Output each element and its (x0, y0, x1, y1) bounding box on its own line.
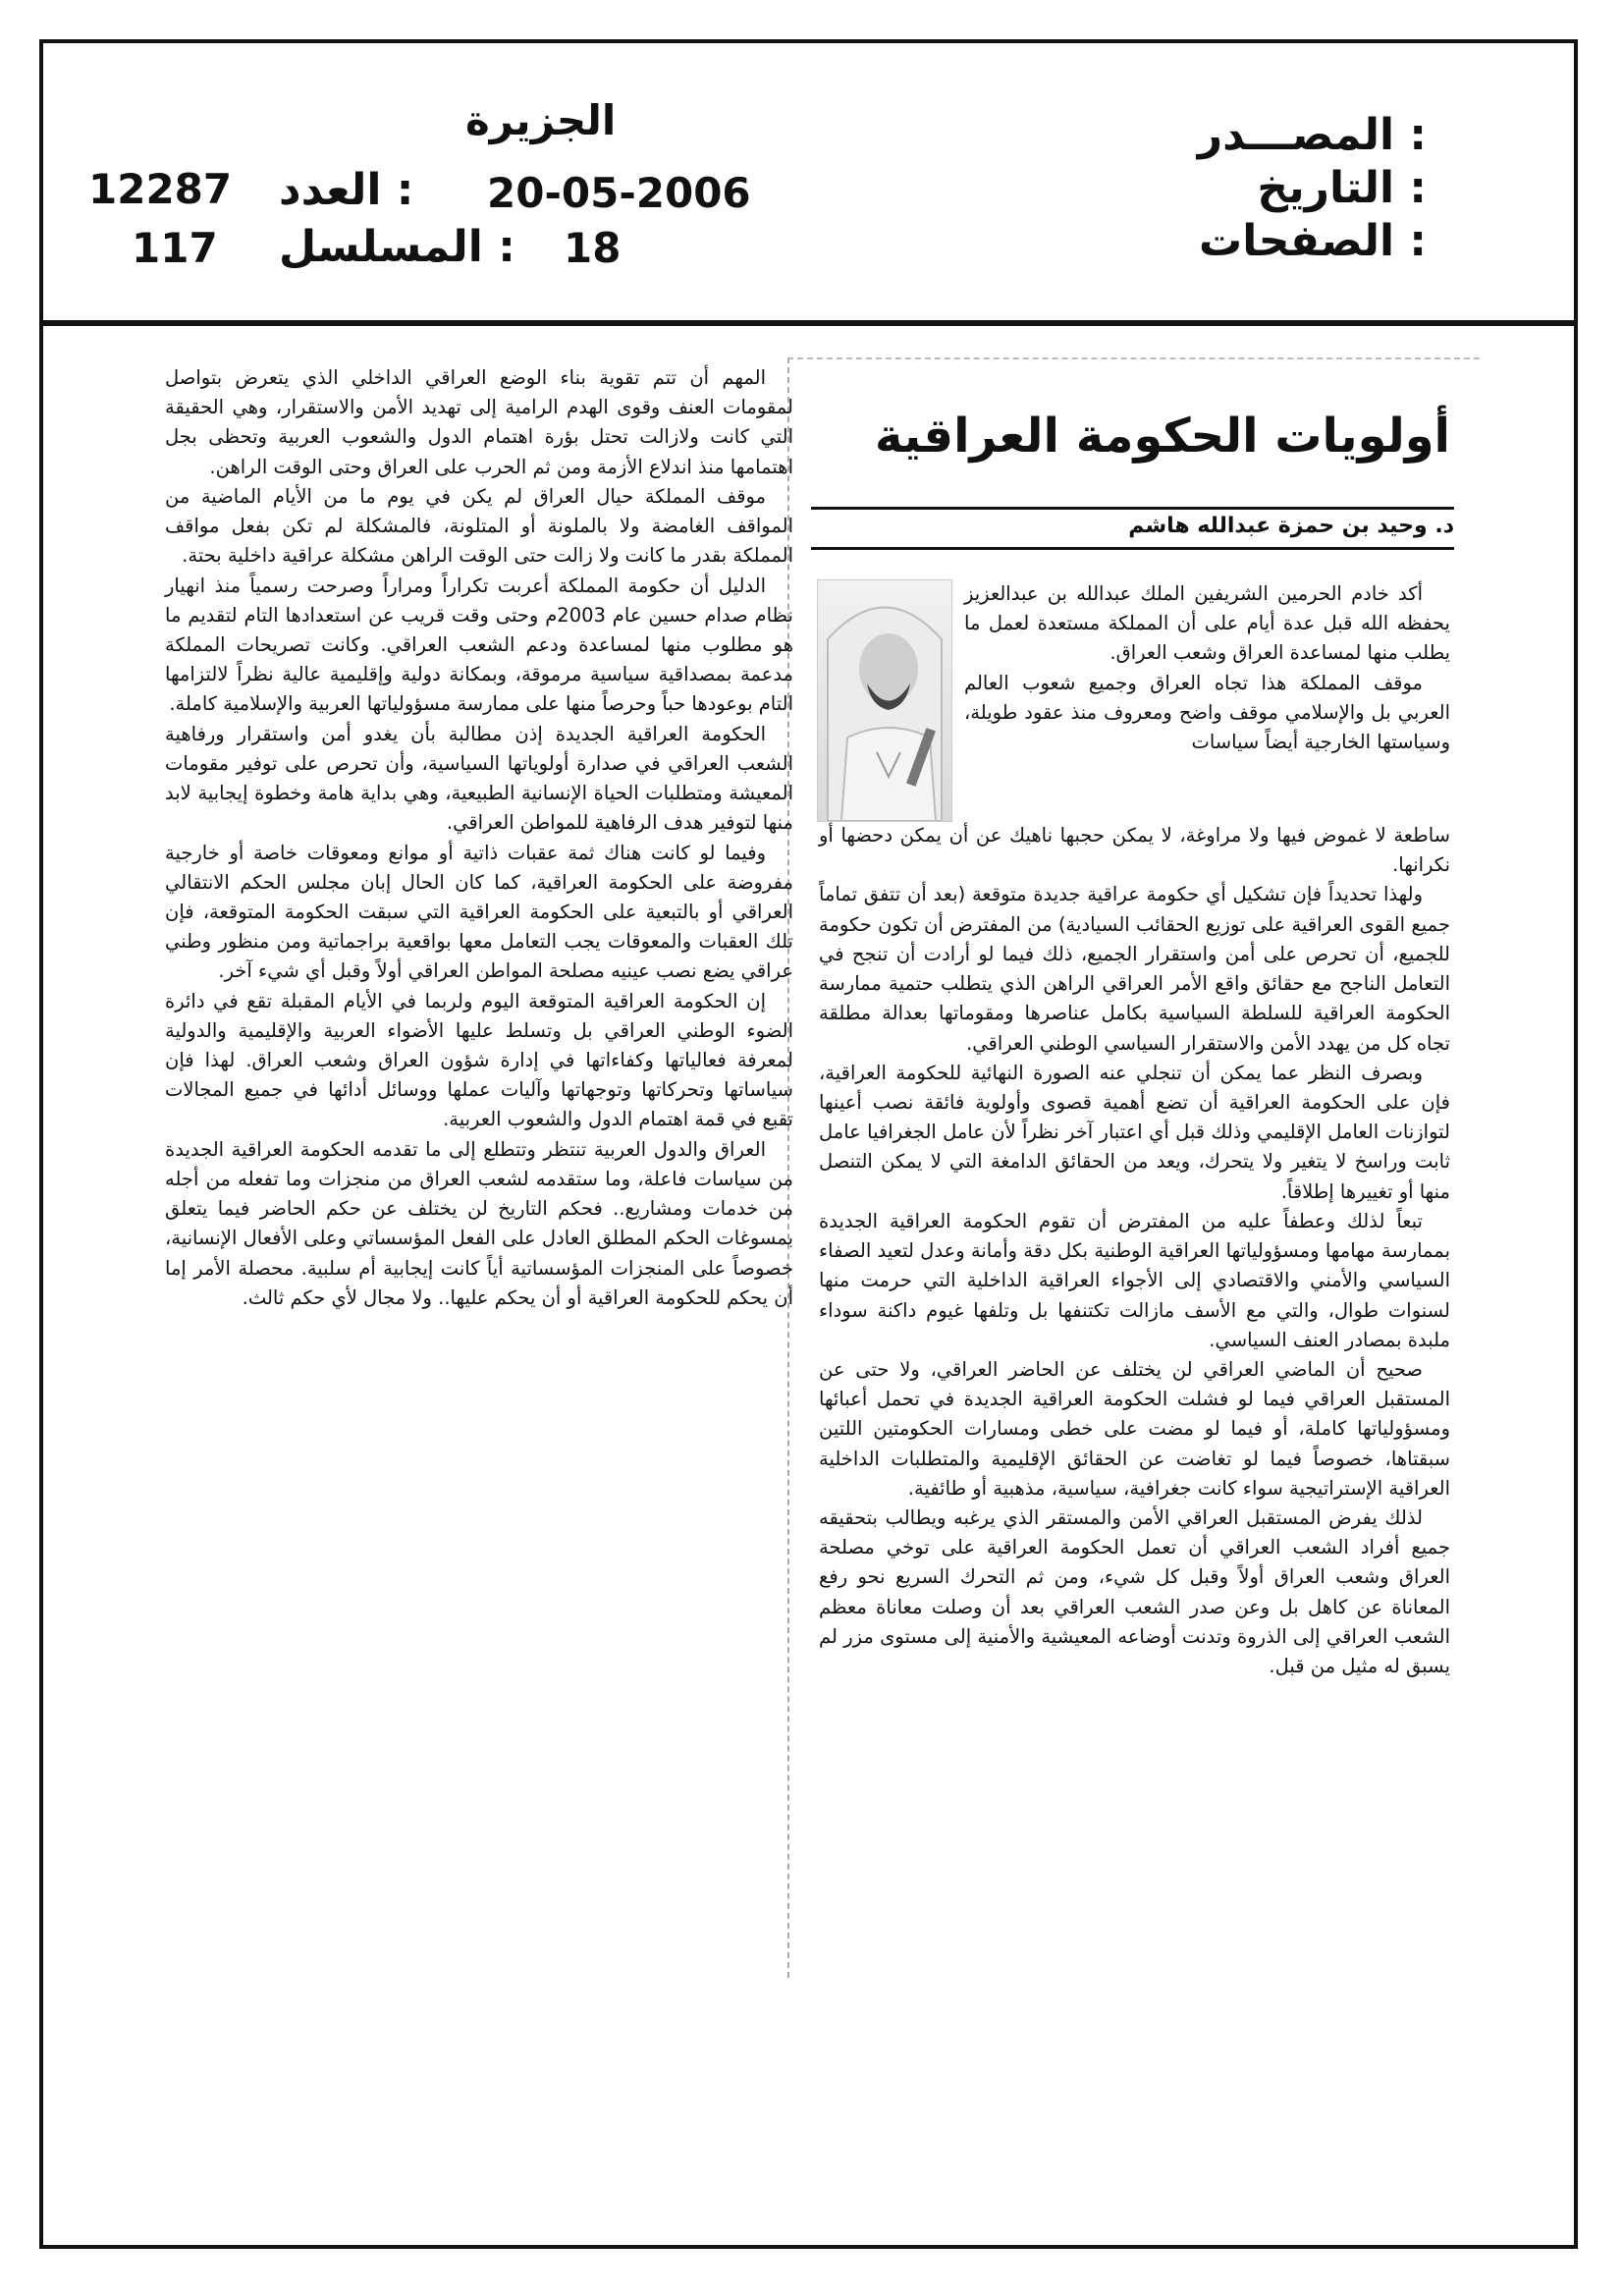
article-intro-wrap (964, 579, 1450, 757)
header (43, 43, 1574, 324)
date-label: التاريخ : (1257, 163, 1427, 213)
date-value: 20-05-2006 (487, 169, 751, 217)
paragraph: إن الحكومة العراقية المتوقعة اليوم ولربما في الأيام المقبلة تقع في دائرة الضوء الوطني العراقي بل وتسلط عليها الأضواء العربية والإقليمية والدولية لمعرفة فعالياتها وكفاءاتها في إدارة شؤون العراق وشعب العراق. لهذا فإن سياساتها وتحركاتها وتوجهاتها وآليات عملها ووسائل أدائها في جميع المجالات تقبع في قمة اهتمام الدول والشعوب العربية. (165, 989, 793, 1131)
issue-value: 12287 (88, 165, 233, 213)
article-headline: أولويات الحكومة العراقية (874, 409, 1450, 464)
document-frame (39, 39, 1578, 2249)
article-right-text (819, 821, 1450, 1681)
article-left-column (165, 363, 793, 1313)
author-photo (817, 579, 952, 822)
paragraph: الدليل أن حكومة المملكة أعربت تكراراً ومراراً وصرحت رسمياً منذ انهيار نظام صدام حسين عام 2003م وحتى وقت قريب عن استعدادها التام لتقديم ما هو مطلوب منها لمساعدة ودعم الشعب العراقي. وكانت تصريحات المملكة مدعمة بمصداقية سياسية مرموقة، وبمكانة دولية وإقليمية عالية نظراً لالتزامها التام بوعودها حباً وحرصاً منها على ممارسة مسؤولياتها العربية والإسلامية كاملة. (165, 574, 793, 716)
paragraph: موقف المملكة هذا تجاه العراق وجميع شعوب العالم العربي بل والإسلامي موقف واضح ومعروف منذ عقود طويلة، وسياستها الخارجية أيضاً سياسات (964, 671, 1450, 754)
article-right-column (787, 357, 1480, 1978)
pages-value: 18 (564, 224, 622, 272)
source-label: المصـــدر : (1197, 110, 1427, 160)
paragraph: صحيح أن الماضي العراقي لن يختلف عن الحاضر العراقي، ولا حتى عن المستقبل العراقي فيما لو فشلت الحكومة العراقية الجديدة في تحمل أعبائها ومسؤولياتها كاملة، أو فيما لو مضت على خطى ومسارات الحكومتين اللتين سبقتاها، خصوصاً فيما لو تغاضت عن الحقائق الإقليمية والمتطلبات الداخلية العراقية الإستراتيجية سواء كانت جغرافية، سياسية، مذهبية أو طائفية. (819, 1357, 1450, 1500)
paragraph: وبصرف النظر عما يمكن أن تنجلي عنه الصورة النهائية للحكومة العراقية، فإن على الحكومة العراقية أن تضع أهمية قصوى وأولوية فائقة نصب أعينها لتوازنات العامل الإقليمي وذلك قبل أي اعتبار آخر نظراً لأن عامل الجغرافيا عامل ثابت وراسخ لا يتغير ولا يتحرك، ويعد من الحقائق الدامغة التي لا يمكن التنصل منها أو تغييرها إطلاقاً. (819, 1061, 1450, 1203)
serial-label: المسلسل : (279, 222, 515, 272)
author-portrait-icon (818, 580, 951, 821)
article-byline: د. وحيد بن حمزة عبدالله هاشم (1114, 514, 1454, 538)
paragraph: موقف المملكة حيال العراق لم يكن في يوم ما من الأيام الماضية من المواقف الغامضة ولا بالملونة أو المتلونة، فالمشكلة لم تكن بفعل مواقف المملكة بقدر ما كانت ولا زالت حتى الوقت الراهن مشكلة عراقية داخلية بحتة. (165, 484, 793, 568)
paragraph: العراق والدول العربية تنتظر وتتطلع إلى ما تقدمه الحكومة العراقية الجديدة من سياسات فاعلة، وما ستقدمه لشعب العراق من منجزات وما تفعله من أجله من خدمات ومشاريع.. فحكم التاريخ لن يختلف عن حكم الحاضر فيما يتعلق بمسوغات الحكم المطلق العادل على الفعل المؤسساتي وعلى الأفعال الإنسانية، خصوصاً على المنجزات المؤسساتية أياً كانت إيجابية أم سلبية. محصلة الأمر إما أن يحكم للحكومة العراقية أو أن يحكم عليها.. ولا مجال لأي حكم ثالث. (165, 1137, 793, 1309)
article-body (43, 334, 1574, 2245)
header-divider (43, 320, 1574, 326)
date-row (1257, 163, 1427, 213)
byline-bar (811, 507, 1454, 550)
issue-label: العدد : (279, 165, 414, 215)
pages-row (1199, 216, 1427, 266)
paragraph: المهم أن تتم تقوية بناء الوضع العراقي الداخلي الذي يتعرض بتواصل لمقومات العنف وقوى الهدم الرامية إلى تهديد الأمن والاستقرار، وهي الحقيقة التي كانت ولازالت تحتل بؤرة اهتمام الدول والشعوب العربية وتحظى بجل اهتمامها منذ اندلاع الأزمة ومن ثم الحرب على العراق وحتى الوقت الراهن. (165, 366, 793, 478)
source-value: الجزيرة (465, 96, 617, 144)
pages-label: الصفحات : (1199, 216, 1427, 266)
source-row (1198, 110, 1427, 160)
paragraph: ولهذا تحديداً فإن تشكيل أي حكومة عراقية جديدة متوقعة (بعد أن تتفق تماماً جميع القوى العراقية على توزيع الحقائب السيادية) من المفترض أن تكون حكومة للجميع، أن تحرص على أمن واستقرار الجميع، ذلك فيما لو أرادت أن تنجح في التعامل الناجح مع حقائق واقع الأمر العراقي الراهن الذي يتطلب حتمية ممارسة الحكومة العراقية للسلطة السياسية بكامل عناصرها ومقوماتها بعدالة مطلقة تجاه كل من يهدد الأمن والاستقرار السياسي الوطني العراقي. (819, 883, 1450, 1055)
paragraph: وفيما لو كانت هناك ثمة عقبات ذاتية أو موانع ومعوقات خاصة أو خارجية مفروضة على الحكومة العراقية، كما كان الحال إبان مجلس الحكم الانتقالي العراقي أو بالتبعية على الحكومة العراقية التي سبقت الحكومة المتوقعة، فإن تلك العقبات والمعوقات يجب التعامل معها بواقعية براجماتية ومن منظور وطني عراقي يضع نصب عينيه مصلحة المواطن العراقي أولاً وقبل أي شيء آخر. (165, 841, 793, 983)
paragraph: ساطعة لا غموض فيها ولا مراوغة، لا يمكن حجبها ناهيك عن أن يمكن دحضها أو نكرانها. (819, 824, 1450, 877)
paragraph: تبعاً لذلك وعطفاً عليه من المفترض أن تقوم الحكومة العراقية الجديدة بممارسة مهامها ومسؤولياتها العراقية الوطنية بكل دقة وأمانة وعدل لتعيد الصفاء السياسي والأمني والاقتصادي إلى الأجواء العراقية الداخلية التي حرمت منها لسنوات طوال، والتي مع الأسف مازالت تكتنفها بل وتلفها غيوم داكنة سوداء ملبدة بمصادر العنف السياسي. (819, 1209, 1450, 1351)
paragraph: لذلك يفرض المستقبل العراقي الأمن والمستقر الذي يرغبه ويطالب بتحقيقه جميع أفراد الشعب العراقي أن تعمل الحكومة العراقية على توخي مصلحة العراق وشعب العراق أولاً وقبل كل شيء، ومن ثم التحرك السريع نحو رفع المعاناة عن كاهل بل وعن صدر الشعب العراقي بعد أن وصلت معاناة معظم الشعب العراقي إلى الذروة وتدنت أوضاعه المعيشية والأمنية إلى مستوى مزر لم يسبق له مثيل من قبل. (819, 1506, 1450, 1678)
paragraph: أكد خادم الحرمين الشريفين الملك عبدالله بن عبدالعزيز يحفظه الله قبل عدة أيام على أن المملكة مستعدة لعمل ما يطلب منها لمساعدة العراق وشعب العراق. (964, 582, 1450, 665)
serial-value: 117 (132, 224, 218, 272)
paragraph: الحكومة العراقية الجديدة إذن مطالبة بأن يغدو أمن واستقرار ورفاهية الشعب العراقي في صدارة أولوياتها السياسية، وأن تحرص على توفير مقومات المعيشة ومتطلبات الحياة الإنسانية الطبيعية، وهي بداية هامة وخطوة إيجابية لابد منها لتوفير هدف الرفاهية للمواطن العراقي. (165, 722, 793, 835)
